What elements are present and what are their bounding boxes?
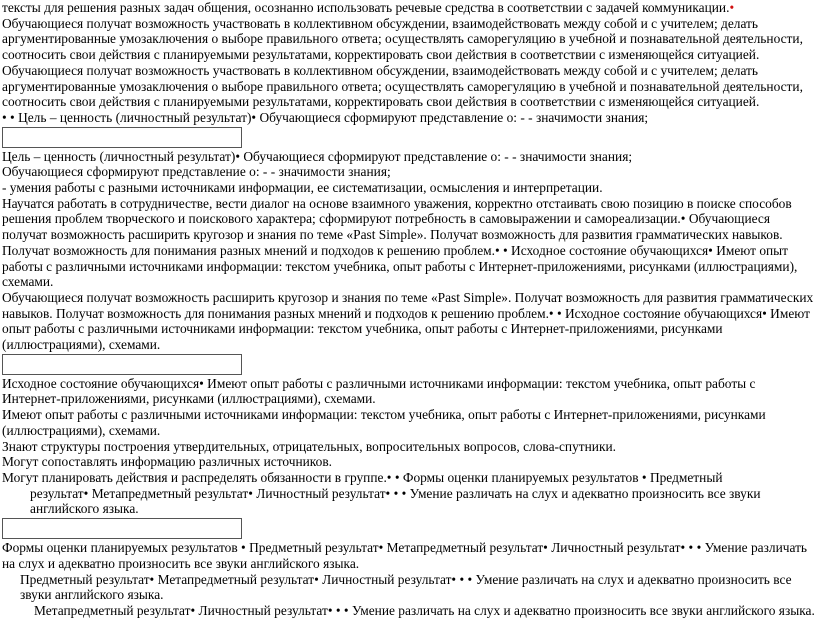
paragraph-1: [2, 0, 816, 63]
paragraph-2: Обучающиеся получат возможность участвовать в коллективном обсуждении, взаимодействовать между собой и с учителем; делать аргументированные умозаключения о выборе правильного ответа; осуществлять саморегуляцию в учебной и познавательной деятельности, соотносить свои действия с планируемыми результатами, корректировать свои действия в соответствии с изменяющейся ситуацией.: [2, 62, 803, 110]
empty-text-field[interactable]: [2, 354, 242, 375]
paragraph-14: Формы оценки планируемых результатов • Предметный результат• Метапредметный результат• Личностный результат• • • Умение различать на слух и адекватно произносить все звуки английского языка.: [2, 540, 808, 571]
red-bullet-icon: •: [729, 0, 735, 15]
paragraph-16: Метапредметный результат• Личностный результат• • • Умение различать на слух и адекватно произносить все звуки английского языка.: [34, 602, 815, 618]
paragraph-13-cont: результат• Метапредметный результат• Личностный результат• • • Умение различать на слух и адекватно произносить все звуки английского языка.: [30, 485, 761, 517]
paragraph-5: Обучающиеся сформируют представление о: - - значимости знания;: [2, 164, 391, 180]
paragraph-1-cont: Обучающиеся получат возможность участвовать в коллективном обсуждении, взаимодействовать между собой и с учителем; делать аргументированные умозаключения о выборе правильного ответа; осуществлять саморегуляцию в учебной и познавательной деятельности, соотносить свои действия с планируемыми результатами, корректировать свои действия в соответствии с изменяющейся ситуацией.: [2, 15, 803, 63]
paragraph-12: Могут сопоставлять информацию различных источников.: [2, 454, 332, 470]
paragraph-7: Научатся работать в сотрудничестве, вести диалог на основе взаимного уважения, корректно отстаивать свою позицию в поиске способов решения проблем творческого и поискового характера; сформируют потребность в самовыражении и самореализации.• Обучающиеся получат возможность расширить кругозор и знания по теме «Past Simple». Получат возможность для развития грамматических навыков. Получат возможность для понимания разных мнений и подходов к решению проблем.• • Исходное состояние обучающихся• Имеют опыт работы с различными источниками информации: текстом учебника, опыт работы с Интернет-приложениями, рисунками (иллюстрациями), схемами.: [2, 195, 798, 290]
paragraph-3: • • Цель – ценность (личностный результат)• Обучающиеся сформируют представление о: - - значимости знания;: [2, 109, 649, 125]
paragraph-15: Предметный результат• Метапредметный результат• Личностный результат• • • Умение различать на слух и адекватно произносить все звуки английского языка.: [20, 571, 792, 603]
paragraph-1-text: тексты для решения разных задач общения, осознанно использовать речевые средства в соответствии с задачей коммуникации.: [2, 0, 730, 15]
empty-text-field[interactable]: [2, 518, 242, 539]
paragraph-8: Обучающиеся получат возможность расширить кругозор и знания по теме «Past Simple». Получат возможность для развития грамматических навыков. Получат возможность для понимания разных мнений и подходов к решению проблем.• • Исходное состояние обучающихся• Имеют опыт работы с различными источниками информации: текстом учебника, опыт работы с Интернет-приложениями, рисунками (иллюстрациями), схемами.: [2, 289, 814, 353]
paragraph-11: Знают структуры построения утвердительных, отрицательных, вопросительных вопросов, слова-спутники.: [2, 438, 616, 454]
paragraph-10: Имеют опыт работы с различными источниками информации: текстом учебника, опыт работы с Интернет-приложениями, рисунками (иллюстрациями), схемами.: [2, 407, 766, 438]
paragraph-6: - умения работы с разными источниками информации, ее систематизации, осмысления и интерпретации.: [2, 180, 603, 196]
paragraph-9: Исходное состояние обучающихся• Имеют опыт работы с различными источниками информации: текстом учебника, опыт работы с Интернет-приложениями, рисунками (иллюстрациями), схемами.: [2, 375, 756, 407]
paragraph-13: Могут планировать действия и распределять обязанности в группе.• • Формы оценки планируемых результатов • Предметный: [2, 469, 723, 485]
empty-text-field[interactable]: [2, 127, 242, 148]
paragraph-4: Цель – ценность (личностный результат)• Обучающиеся сформируют представление о: - - значимости знания;: [2, 148, 633, 164]
